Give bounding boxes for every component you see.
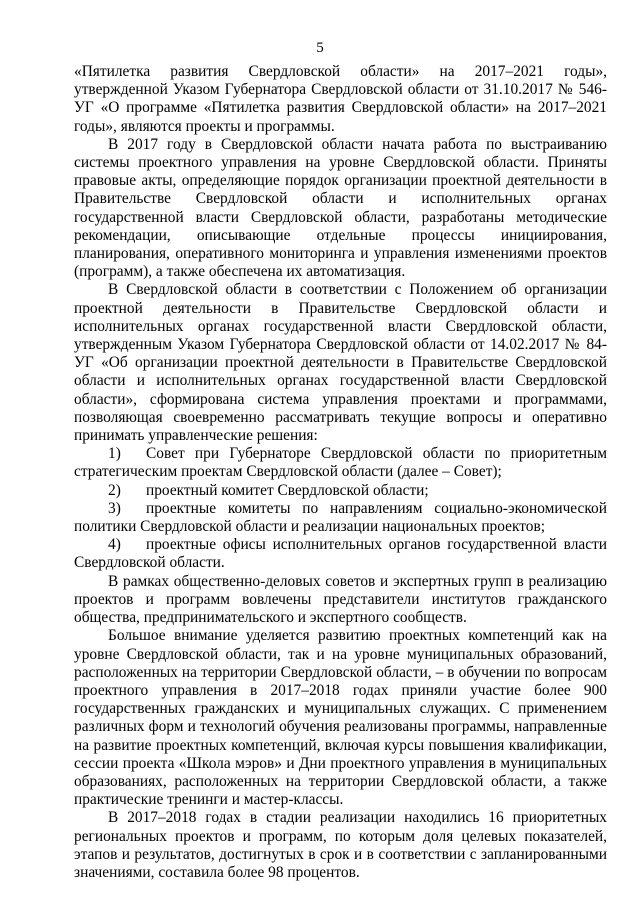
paragraph: «Пятилетка развития Свердловской области» на 2017–2021 годы», утвержденной Указом Губернатора Свердловской области от 31.10.2017 № 546-УГ «О программе «Пятилетка развития Свердловской области» на 2017–2021 годы», являются проекты и программы.: [74, 63, 607, 135]
list-item-number: 3): [108, 499, 121, 517]
list-item-text: проектные офисы исполнительных органов государственной власти Свердловской области.: [74, 536, 607, 572]
page-number: 5: [316, 40, 324, 56]
paragraph: В 2017 году в Свердловской области начата работа по выстраиванию системы проектного управления на уровне Свердловской области. Приняты правовые акты, определяющие порядок организации проектной деятельности в Правительстве Свердловской области и исполнительных органах государственной власти Свердловской области, разработаны методические рекомендации, описывающие отдельные процессы инициирования, планирования, оперативного мониторинга и управления изменениями проектов (программ), а также обеспечена их автоматизация.: [74, 135, 607, 281]
document-body: [74, 63, 607, 882]
paragraph: В рамках общественно-деловых советов и экспертных групп в реализацию проектов и программ вовлечены представители институтов гражданского общества, предпринимательского и экспертного сообществ.: [74, 572, 607, 627]
paragraph: Большое внимание уделяется развитию проектных компетенций как на уровне Свердловской области, так и на уровне муниципальных образований, расположенных на территории Свердловской области, – в обучении по вопросам проектного управления в 2017–2018 годах приняли участие более 900 государственных гражданских и муниципальных служащих. С применением различных форм и технологий обучения реализованы программы, направленные на развитие проектных компетенций, включая курсы повышения квалификации, сессии проекта «Школа мэров» и Дни проектного управления в муниципальных образованиях, расположенных на территории Свердловской области, а также практические тренинги и мастер-классы.: [74, 627, 607, 809]
paragraph: В Свердловской области в соответствии с Положением об организации проектной деятельности в Правительстве Свердловской области и исполнительных органах государственной власти Свердловской области, утвержденным Указом Губернатора Свердловской области от 14.02.2017 № 84-УГ «Об организации проектной деятельности в Правительстве Свердловской области и исполнительных органах государственной власти Свердловской области», сформирована система управления проектами и программами, позволяющая своевременно рассматривать текущие вопросы и оперативно принимать управленческие решения:: [74, 281, 607, 445]
list-item: [74, 445, 607, 481]
list-item: [74, 500, 607, 536]
paragraph: В 2017–2018 годах в стадии реализации находились 16 приоритетных региональных проектов и программ, по которым доля целевых показателей, этапов и результатов, достигнутых в срок и в соответствии с запланированными значениями, составила более 98 процентов.: [74, 809, 607, 881]
list-item: [74, 482, 607, 500]
list-item-text: Совет при Губернаторе Свердловской области по приоритетным стратегическим проектам Свердловской области (далее – Совет);: [74, 445, 607, 481]
list-item-number: 1): [108, 445, 121, 463]
list-item-text: проектные комитеты по направлениям социально-экономической политики Свердловской области и реализации национальных проектов;: [74, 499, 607, 536]
list-item-text: проектный комитет Свердловской области;: [146, 481, 429, 499]
list-item-number: 2): [108, 481, 121, 499]
list-item-number: 4): [108, 536, 121, 554]
list-item: [74, 536, 607, 572]
